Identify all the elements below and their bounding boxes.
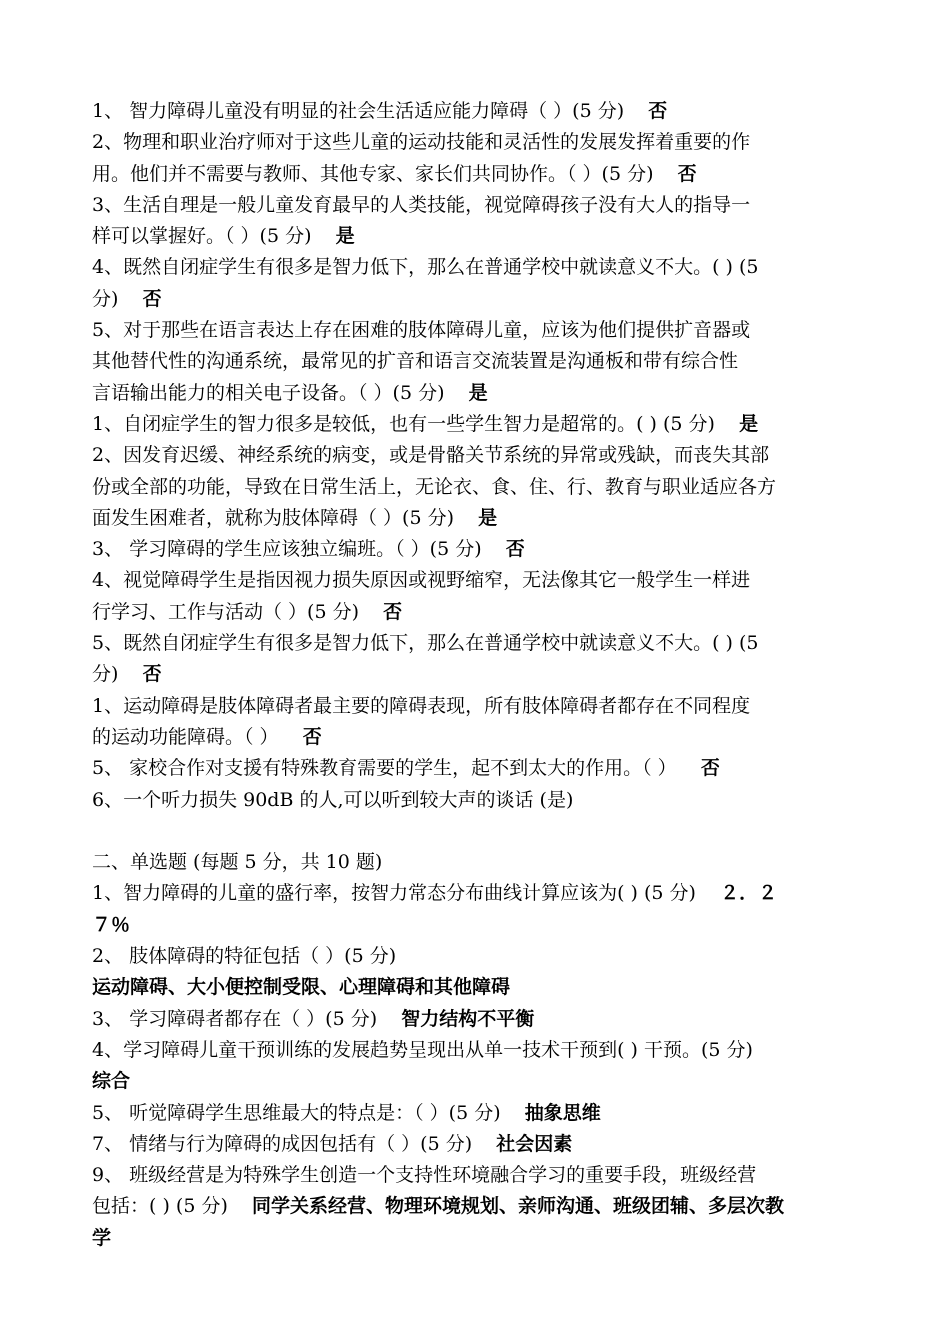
answer-text: ２．２ — [720, 882, 778, 905]
text-line — [92, 1098, 860, 1129]
question-text: 言语输出能力的相关电子设备。（ ）(5 分) — [92, 381, 445, 404]
answer-text: 是 — [335, 225, 355, 248]
answer-text: 综合 — [92, 1070, 131, 1093]
question-text: 份或全部的功能，导致在日常生活上，无论衣、食、住、行、教育与职业适应各方 — [92, 475, 777, 498]
question-text: 1、智力障碍的儿童的盛行率，按智力常态分布曲线计算应该为( ) (5 分) — [92, 882, 696, 905]
text-line — [92, 1223, 860, 1254]
text-line — [92, 315, 860, 346]
answer-text: 是 — [739, 412, 759, 435]
text-line — [92, 1191, 860, 1222]
text-line — [92, 1004, 860, 1035]
answer-text: 否 — [505, 538, 525, 561]
answer-text: 学 — [92, 1226, 112, 1249]
text-line — [92, 691, 860, 722]
text-line — [92, 346, 860, 377]
question-text: 1、运动障碍是肢体障碍者最主要的障碍表现，所有肢体障碍者都存在不同程度 — [92, 694, 751, 717]
question-text: 3、生活自理是一般儿童发育最早的人类技能，视觉障碍孩子没有大人的指导一 — [92, 193, 751, 216]
question-text: 样可以掌握好。（ ）(5 分) — [92, 225, 312, 248]
answer-text: ７％ — [92, 913, 131, 936]
text-line — [92, 878, 860, 909]
question-text: 6、一个听力损失 90dB 的人,可以听到较大声的谈话 (是) — [92, 788, 574, 811]
text-line — [92, 534, 860, 565]
text-line — [92, 409, 860, 440]
question-text: 其他替代性的沟通系统，最常见的扩音和语言交流装置是沟通板和带有综合性 — [92, 350, 739, 373]
text-line — [92, 565, 860, 596]
text-line — [92, 190, 860, 221]
text-line — [92, 221, 860, 252]
answer-text: 否 — [142, 287, 162, 310]
text-line — [92, 96, 860, 127]
question-text: 4、学习障碍儿童干预训练的发展趋势呈现出从单一技术干预到( ) 干预。(5 分) — [92, 1038, 753, 1061]
text-line — [92, 252, 860, 283]
question-text: 1、 智力障碍儿童没有明显的社会生活适应能力障碍（ ）(5 分) — [92, 100, 625, 122]
answer-text: 否 — [677, 162, 697, 185]
text-line — [92, 159, 860, 190]
answer-text: 运动障碍、大小便控制受限、心理障碍和其他障碍 — [92, 976, 511, 999]
answer-text: 智力结构不平衡 — [401, 1007, 535, 1030]
question-text: 5、对于那些在语言表达上存在困难的肢体障碍儿童，应该为他们提供扩音器或 — [92, 319, 751, 342]
question-text: 的运动功能障碍。（ ） — [92, 725, 279, 748]
question-text: 9、 班级经营是为特殊学生创造一个支持性环境融合学习的重要手段，班级经营 — [92, 1164, 757, 1187]
question-text: 面发生困难者，就称为肢体障碍（ ）(5 分) — [92, 506, 454, 529]
text-line — [92, 847, 860, 878]
question-text: 2、因发育迟缓、神经系统的病变，或是骨骼关节系统的异常或残缺，而丧失其部 — [92, 444, 770, 467]
text-line — [92, 659, 860, 690]
question-text: 3、 学习障碍者都存在（ ）(5 分) — [92, 1007, 378, 1030]
blank-line — [92, 816, 860, 847]
text-line — [92, 472, 860, 503]
answer-text: 同学关系经营、物理环境规划、亲师沟通、班级团辅、多层次教 — [252, 1195, 785, 1218]
question-text: 行学习、工作与活动（ ）(5 分) — [92, 600, 359, 623]
answer-text: 是 — [468, 381, 488, 404]
text-line — [92, 597, 860, 628]
answer-text: 否 — [142, 663, 162, 686]
answer-text: 否 — [648, 100, 668, 122]
question-text: 7、 情绪与行为障碍的成因包括有（ ）(5 分) — [92, 1132, 473, 1155]
answer-text: 是 — [478, 506, 498, 529]
text-line — [92, 127, 860, 158]
text-line — [92, 503, 860, 534]
question-text: 包括：( ) (5 分) — [92, 1195, 228, 1218]
text-line — [92, 785, 860, 816]
text-line — [92, 910, 860, 941]
document-page — [92, 96, 860, 1254]
text-line — [92, 1129, 860, 1160]
answer-text: 否 — [700, 757, 720, 780]
question-text: 3、 学习障碍的学生应该独立编班。（ ）(5 分) — [92, 538, 482, 561]
answer-text: 否 — [302, 725, 322, 748]
question-text: 4、视觉障碍学生是指因视力损失原因或视野缩窄，无法像其它一般学生一样进 — [92, 569, 751, 592]
text-line — [92, 378, 860, 409]
text-line — [92, 972, 860, 1003]
answer-text: 社会因素 — [496, 1132, 573, 1155]
question-text: 5、既然自闭症学生有很多是智力低下，那么在普通学校中就读意义不大。( ) (5 — [92, 632, 759, 655]
question-text: 2、物理和职业治疗师对于这些儿童的运动技能和灵活性的发展发挥着重要的作 — [92, 131, 751, 154]
text-line — [92, 722, 860, 753]
question-text: 分) — [92, 663, 119, 686]
question-text: 1、自闭症学生的智力很多是较低，也有一些学生智力是超常的。( ) (5 分) — [92, 412, 715, 435]
text-line — [92, 1066, 860, 1097]
question-text: 5、 听觉障碍学生思维最大的特点是：（ ）(5 分) — [92, 1101, 501, 1124]
text-line — [92, 628, 860, 659]
question-text: 二、单选题 (每题 5 分，共 10 题) — [92, 851, 383, 874]
text-line — [92, 284, 860, 315]
answer-text: 抽象思维 — [524, 1101, 601, 1124]
question-text: 5、 家校合作对支援有特殊教育需要的学生，起不到太大的作用。（ ） — [92, 757, 677, 780]
question-text: 分) — [92, 287, 119, 310]
question-text: 4、既然自闭症学生有很多是智力低下，那么在普通学校中就读意义不大。( ) (5 — [92, 256, 759, 279]
question-text: 2、 肢体障碍的特征包括（ ）(5 分) — [92, 945, 397, 968]
text-line — [92, 440, 860, 471]
text-line — [92, 1160, 860, 1191]
text-line — [92, 1035, 860, 1066]
answer-text: 否 — [383, 600, 403, 623]
text-line — [92, 941, 860, 972]
question-text: 用。他们并不需要与教师、其他专家、家长们共同协作。（ ）(5 分) — [92, 162, 654, 185]
text-line — [92, 753, 860, 784]
